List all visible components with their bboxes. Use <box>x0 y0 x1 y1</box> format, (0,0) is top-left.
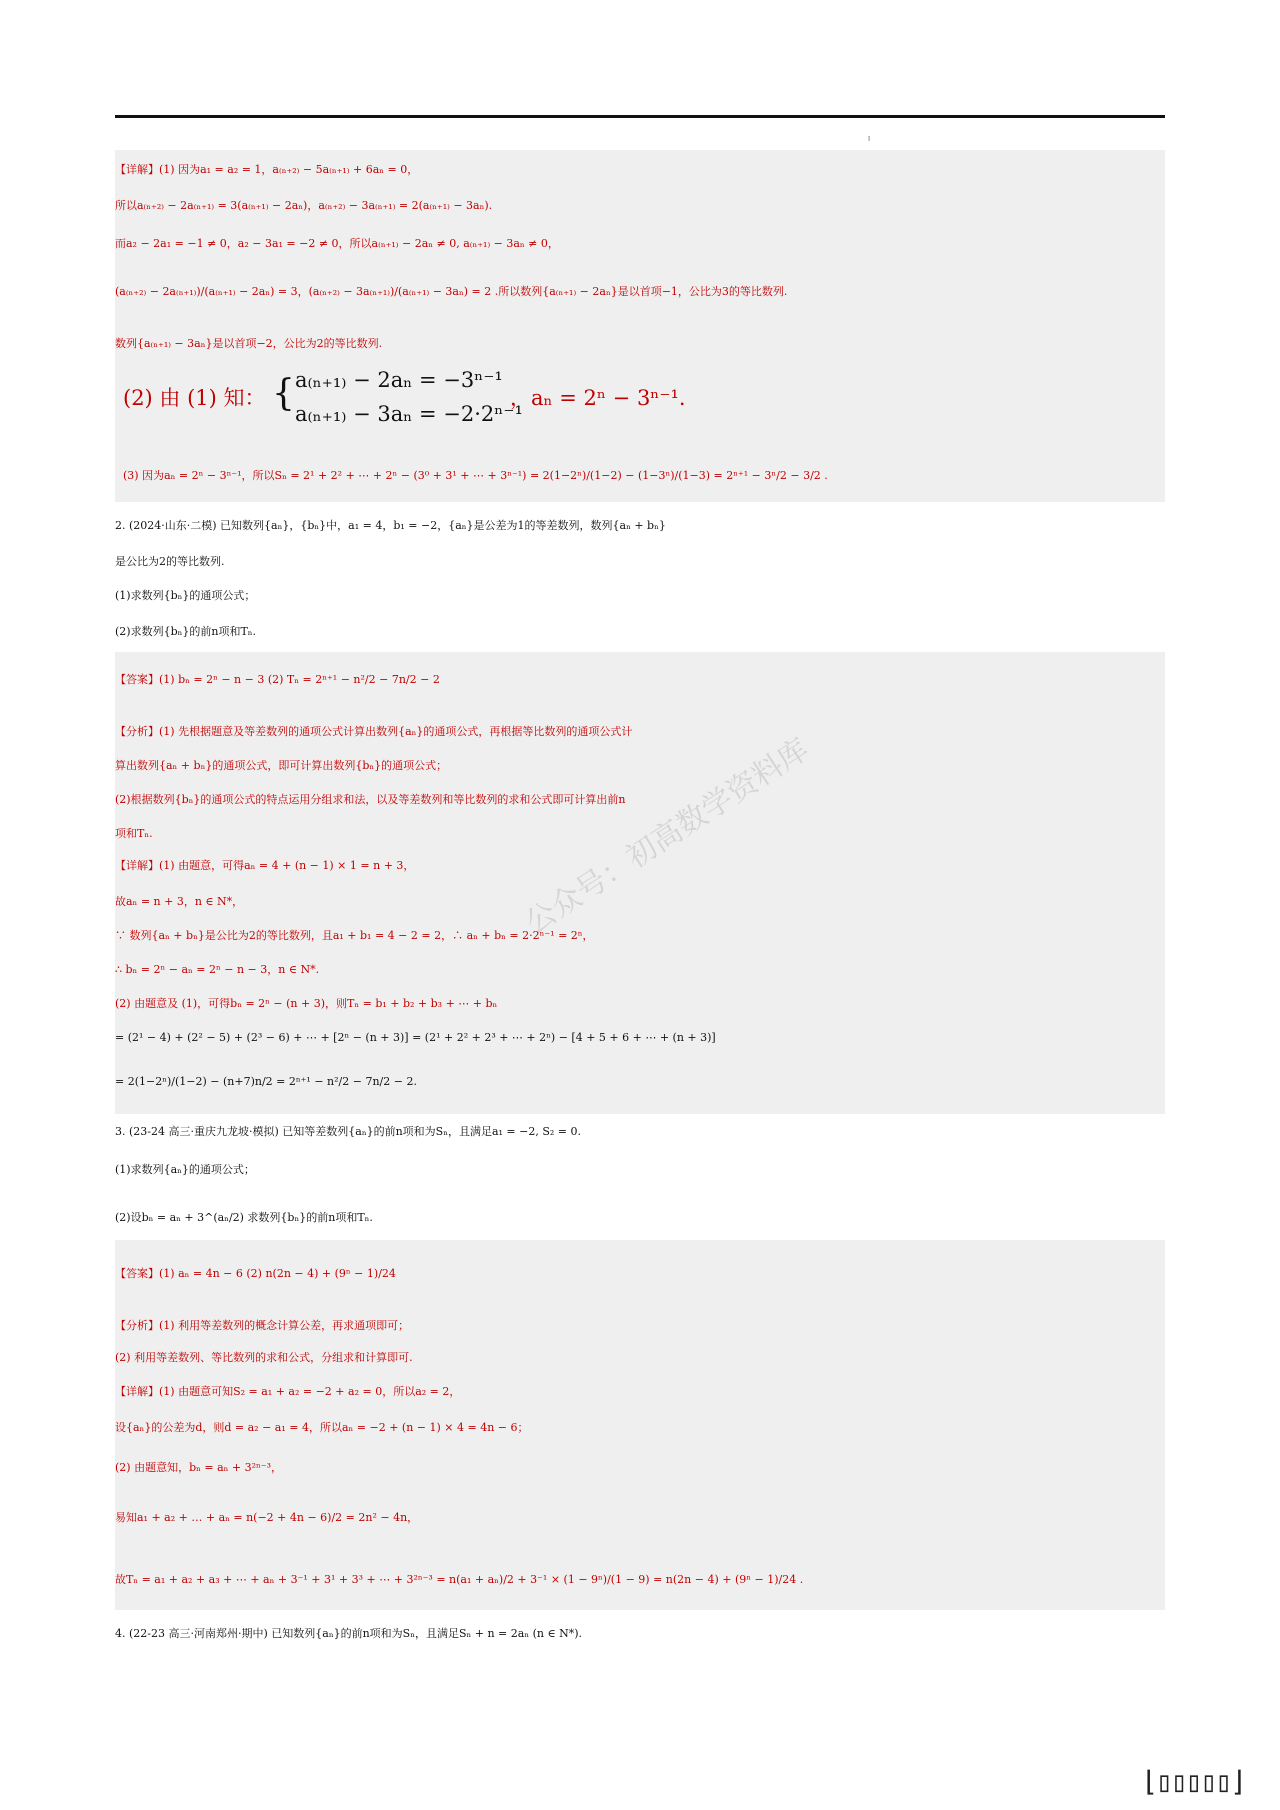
header-rule <box>115 115 1165 118</box>
solution-2-line-4: (2)根据数列{bₙ}的通项公式的特点运用分组求和法，以及等差数列和等比数列的求和公式即可计算出前n <box>115 793 626 806</box>
solution-2-line-5: 项和Tₙ. <box>115 827 153 840</box>
question-3-line-3: (2)设bₙ = aₙ + 3^(aₙ/2) 求数列{bₙ}的前n项和Tₙ. <box>115 1211 373 1224</box>
question-2-line-3: (1)求数列{bₙ}的通项公式； <box>115 589 256 602</box>
solution-1-line-2: 所以a₍ₙ₊₂₎ − 2a₍ₙ₊₁₎ = 3(a₍ₙ₊₁₎ − 2aₙ)，a₍ₙ₊₂₎ − 3a₍ₙ₊₁₎ = 2(a₍ₙ₊₁₎ − 3aₙ). <box>115 199 493 212</box>
question-2-line-4: (2)求数列{bₙ}的前n项和Tₙ. <box>115 625 257 638</box>
question-2-line-1: 2. (2024·山东·二模) 已知数列{aₙ}，{bₙ}中，a₁ = 4，b₁ = −2，{aₙ}是公差为1的等差数列，数列{aₙ + bₙ} <box>115 519 666 532</box>
solution-1-line-1: 【详解】(1) 因为a₁ = a₂ = 1，a₍ₙ₊₂₎ − 5a₍ₙ₊₁₎ + 6aₙ = 0， <box>115 163 419 176</box>
solution-1-line-4: (a₍ₙ₊₂₎ − 2a₍ₙ₊₁₎)/(a₍ₙ₊₁₎ − 2aₙ) = 3，(a₍ₙ₊₂₎ − 3a₍ₙ₊₁₎)/(a₍ₙ₊₁₎ − 3aₙ) = 2 .所以数列{a₍ₙ₊₁₎ − 2aₙ}是以首项−1，公比为3的等比数列. <box>115 285 788 298</box>
corner-barcode-mark: ⌊▯▯▯▯▯⌋ <box>1140 1765 1245 1798</box>
solution-3-line-5: 设{aₙ}的公差为d，则d = a₂ − a₁ = 4，所以aₙ = −2 + (n − 1) × 4 = 4n − 6； <box>115 1421 529 1434</box>
solution-1-line-6-result: ，aₙ = 2ⁿ − 3ⁿ⁻¹. <box>510 386 686 410</box>
solution-block-3 <box>115 1240 1165 1610</box>
solution-2-line-10: (2) 由题意及 (1)，可得bₙ = 2ⁿ − (n + 3)，则Tₙ = b₁ + b₂ + b₃ + ⋯ + bₙ <box>115 997 498 1010</box>
solution-2-answer: 【答案】(1) bₙ = 2ⁿ − n − 3 (2) Tₙ = 2ⁿ⁺¹ − n²/2 − 7n/2 − 2 <box>115 673 440 686</box>
solution-3-line-2: 【分析】(1) 利用等差数列的概念计算公差，再求通项即可； <box>115 1319 410 1332</box>
solution-1-line-7: (3) 因为aₙ = 2ⁿ − 3ⁿ⁻¹，所以Sₙ = 2¹ + 2² + ⋯ + 2ⁿ − (3⁰ + 3¹ + ⋯ + 3ⁿ⁻¹) = 2(1−2ⁿ)/(1−2) − (1−3ⁿ)/(1−3) = 2ⁿ⁺¹ − 3ⁿ/2 − 3/2 . <box>123 469 828 482</box>
solution-2-line-7: 故aₙ = n + 3，n ∈ N*， <box>115 895 244 908</box>
question-3-line-2: (1)求数列{aₙ}的通项公式； <box>115 1163 255 1176</box>
system-brace: { <box>272 373 295 414</box>
solution-1-line-6-label: (2) 由 (1) 知： <box>123 386 266 410</box>
solution-3-line-6: (2) 由题意知，bₙ = aₙ + 3²ⁿ⁻³， <box>115 1461 282 1474</box>
solution-2-line-3: 算出数列{aₙ + bₙ}的通项公式，即可计算出数列{bₙ}的通项公式； <box>115 759 448 772</box>
solution-2-line-9: ∴ bₙ = 2ⁿ − aₙ = 2ⁿ − n − 3，n ∈ N*. <box>115 963 320 976</box>
solution-2-line-2: 【分析】(1) 先根据题意及等差数列的通项公式计算出数列{aₙ}的通项公式，再根据等比数列的通项公式计 <box>115 725 633 738</box>
solution-2-line-8: ∵ 数列{aₙ + bₙ}是公比为2的等比数列，且a₁ + b₁ = 4 − 2 = 2，∴ aₙ + bₙ = 2·2ⁿ⁻¹ = 2ⁿ， <box>115 929 594 942</box>
solution-3-line-8: 故Tₙ = a₁ + a₂ + a₃ + ⋯ + aₙ + 3⁻¹ + 3¹ + 3³ + ⋯ + 3²ⁿ⁻³ = n(a₁ + aₙ)/2 + 3⁻¹ × (1 − 9ⁿ)/(1 − 9) = n(2n − 4) + (9ⁿ − 1)/24 . <box>115 1573 804 1586</box>
solution-3-line-3: (2) 利用等差数列、等比数列的求和公式，分组求和计算即可. <box>115 1351 413 1364</box>
system-eq-1: a₍ₙ₊₁₎ − 2aₙ = −3ⁿ⁻¹ <box>295 368 503 392</box>
solution-1-line-5: 数列{a₍ₙ₊₁₎ − 3aₙ}是以首项−2，公比为2的等比数列. <box>115 337 383 350</box>
system-eq-2: a₍ₙ₊₁₎ − 3aₙ = −2·2ⁿ⁻¹ <box>295 402 523 426</box>
question-4-line-1: 4. (22-23 高三·河南郑州·期中) 已知数列{aₙ}的前n项和为Sₙ，且满足Sₙ + n = 2aₙ (n ∈ N*). <box>115 1627 582 1640</box>
solution-2-line-12: = 2(1−2ⁿ)/(1−2) − (n+7)n/2 = 2ⁿ⁺¹ − n²/2 − 7n/2 − 2. <box>115 1075 417 1088</box>
solution-3-line-7: 易知a₁ + a₂ + … + aₙ = n(−2 + 4n − 6)/2 = 2n² − 4n， <box>115 1511 419 1524</box>
question-2-line-2: 是公比为2的等比数列. <box>115 555 225 568</box>
solution-2-line-6: 【详解】(1) 由题意，可得aₙ = 4 + (n − 1) × 1 = n + 3， <box>115 859 415 872</box>
solution-3-answer: 【答案】(1) aₙ = 4n − 6 (2) n(2n − 4) + (9ⁿ − 1)/24 <box>115 1267 396 1280</box>
question-3-line-1: 3. (23-24 高三·重庆九龙坡·模拟) 已知等差数列{aₙ}的前n项和为Sₙ，且满足a₁ = −2, S₂ = 0. <box>115 1125 581 1138</box>
solution-block-1 <box>115 150 1165 502</box>
tick-mark: ˡ <box>868 136 871 147</box>
solution-3-line-4: 【详解】(1) 由题意可知S₂ = a₁ + a₂ = −2 + a₂ = 0，所以a₂ = 2， <box>115 1385 461 1398</box>
solution-block-2 <box>115 652 1165 1114</box>
solution-1-line-3: 而a₂ − 2a₁ = −1 ≠ 0，a₂ − 3a₁ = −2 ≠ 0，所以a₍ₙ₊₁₎ − 2aₙ ≠ 0, a₍ₙ₊₁₎ − 3aₙ ≠ 0， <box>115 237 559 250</box>
watermark-text: 公众号：初高数学资料库 <box>519 731 816 942</box>
solution-2-line-11: = (2¹ − 4) + (2² − 5) + (2³ − 6) + ⋯ + [2ⁿ − (n + 3)] = (2¹ + 2² + 2³ + ⋯ + 2ⁿ) − [4 + 5 + 6 + ⋯ + (n + 3)] <box>115 1031 716 1044</box>
